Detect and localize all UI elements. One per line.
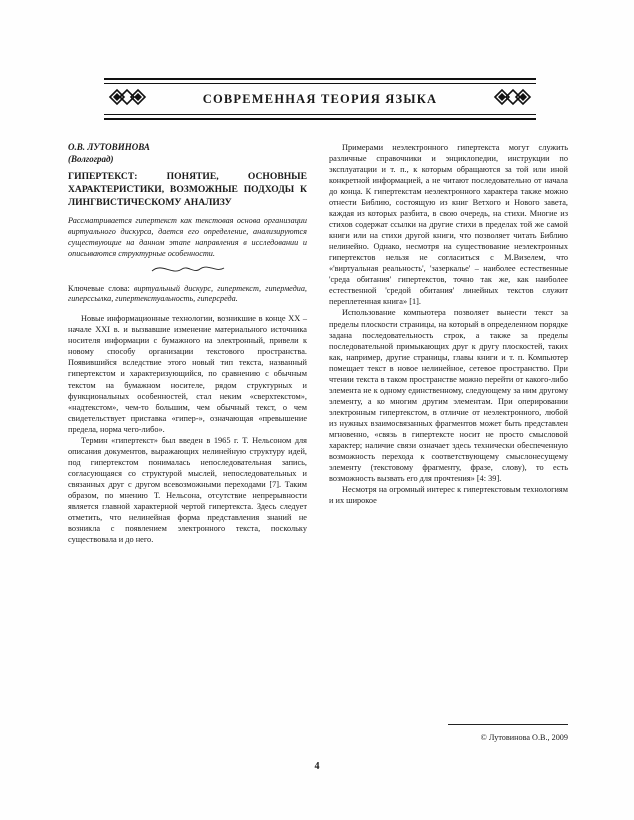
- keywords-value: виртуальный дискурс, гипертекст, гипермедиа, гиперссылка, гипертекстуальность, гиперсреда.: [68, 283, 307, 304]
- paragraph: Использование компьютера позволяет вынести текст за пределы плоскости страницы, на который в определенном порядке задана последовательность строк, а также за пределы последовательной примыкающих друг к другу плоскостей, таких как, например, другие страницы, главы книги и т. п. Компьютер помещает текст в новое нелинейное, сетевое пространство. При чтении текста в таком пространстве можно перейти от какого-либо элемента не к одному единственному, следующему за ним другому элементу, а ко многим другим элементам. При оперировании электронным гипертекстом, в отличие от неэлектронного, любой из нужных взаимосвязанных фрагментов может быть представлен мгновенно, «связь в гипертексте носит не просто смысловой характер; наличие связи означает здесь технически обеспеченную возможность перехода к соответствующему смыслонесущему элементу (текстовому фрагменту, фразе, слову), то есть возможность вызвать его для прочтения» [4: 39].: [329, 308, 568, 483]
- page-number: 4: [314, 761, 320, 772]
- author-name: О.В. ЛУТОВИНОВА: [68, 142, 150, 152]
- swirl-divider-icon: [68, 264, 307, 278]
- right-column: [329, 142, 568, 732]
- page-title: СОВРЕМЕННАЯ ТЕОРИЯ ЯЗЫКА: [202, 91, 438, 106]
- paragraph: Термин «гипертекст» был введен в 1965 г. Т. Нельсоном для описания документов, выражающих нелинейную структуру идей, под гипертекстом понималась непоследовательная запись, согласующаяся со структурой мыслей, непоследовательных и связанных друг с другом всевозможными переходами [7]. Таким образом, по мнению Т. Нельсона, отсутствие непрерывности является главной характерной чертой гипертекста. Здесь следует отметить, что нелинейная форма представления знаний не возникла с появлением электронного текста, поскольку существовала и до него.: [68, 435, 307, 544]
- page-header-band: [104, 78, 536, 120]
- paragraph: Несмотря на огромный интерес к гипертекстовым технологиям и их широкое: [329, 484, 568, 505]
- header-rule-top: [104, 83, 536, 84]
- left-column: [68, 142, 307, 732]
- paragraph: Примерами неэлектронного гипертекста могут служить различные справочники и энциклопедии, инструкции по эксплуатации и т. п., к которым обращаются за той или иной конкретной информацией, а не читают последовательно от начала до конца. К гипертекстам неэлектронного характера также можно отнести Библию, состоящую из книг Ветхого и Нового завета, каждая из которых разбита, в свою очередь, на стихи. Многие из стихов содержат ссылки на другие стихи в пределах той же самой книги или на стихи другой книги, что позволяет читать Библию нелинейно. Однако, несмотря на существование неэлектронных гипертекстов нельзя не согласиться с М.Визелем, что «'виртуальная реальность', 'зазеркалье' – наиболее естественные 'среда обитания' гипертекстов, точно так же, как наиболее естественной 'средой обитания' линейных текстов служит переплетенная книга» [1].: [329, 143, 568, 307]
- paragraph: Новые информационные технологии, возникшие в конце XX – начале XXI в. и вызвавшие изменение материального источника носителя информации с бумажного на электронный, привели к новому способу организации текстового пространства. Появившийся вследствие этого новый тип текста, названный гипертекстом и характеризующийся, по сравнению с обычным текстом на бумажном носителе, рядом структурных и функциональных особенностей, стал неким «сверхтекстом», «надтекстом», чем-то большим, чем обычный текст, о чем свидетельствует приставка «гипер-», означающая «превышение предела, норма чего-либо».: [68, 314, 307, 434]
- article-author: [68, 142, 307, 165]
- author-affiliation: (Волгоград): [68, 153, 114, 164]
- article-title: ГИПЕРТЕКСТ: ПОНЯТИЕ, ОСНОВНЫЕ ХАРАКТЕРИСТИКИ, ВОЗМОЖНЫЕ ПОДХОДЫ К ЛИНГВИСТИЧЕСКОМУ АНАЛИЗУ: [68, 171, 307, 208]
- diamond-ornament-icon-right: [480, 78, 536, 116]
- article-abstract: Рассматривается гипертекст как текстовая основа организации виртуального дискурса, дается его определение, анализируются существующие на данном этапе направления в исследовании и описываются структурные особенности.: [68, 216, 307, 258]
- article-columns: [68, 142, 568, 732]
- article-keywords: [68, 284, 307, 306]
- footer-rule: [448, 724, 568, 725]
- diamond-ornament-icon: [104, 78, 160, 116]
- header-rule-bottom: [104, 114, 536, 115]
- keywords-label: Ключевые слова:: [68, 283, 130, 293]
- copyright-notice: © Лутовинова О.В., 2009: [480, 733, 568, 742]
